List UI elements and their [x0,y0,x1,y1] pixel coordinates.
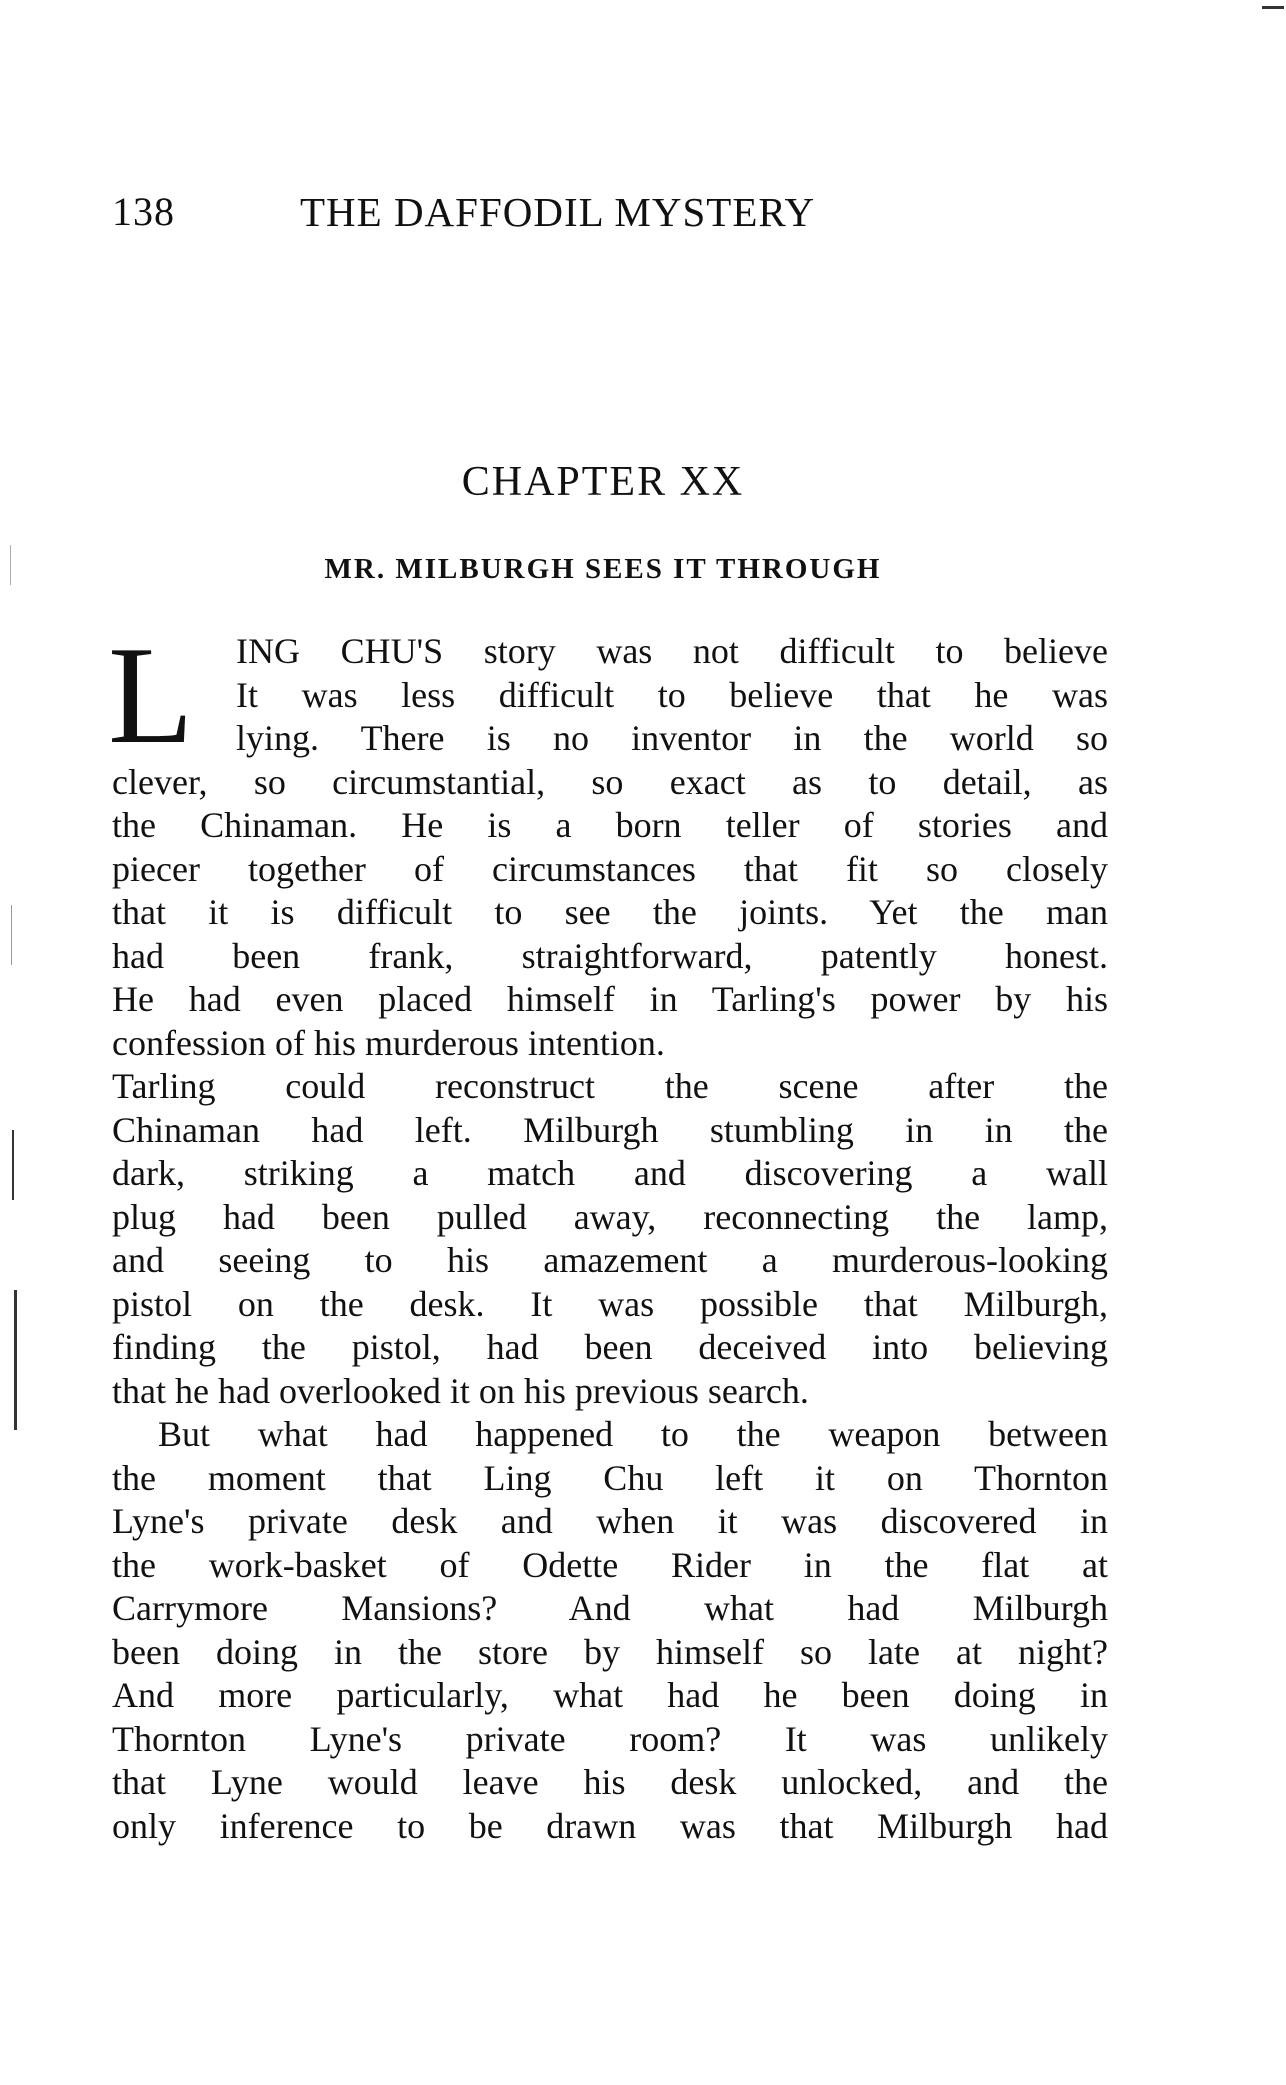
text-line: Carrymore Mansions? And what had Milburgh [112,1588,1108,1628]
text-line: Thornton Lyne's private room? It was unlikely [112,1718,1108,1759]
running-title: THE DAFFODIL MYSTERY [300,189,816,235]
text-line: the Chinaman. He is a born teller of stories and [112,805,1108,845]
text-line: Lyne's private desk and when it was discovered in [112,1501,1108,1541]
text-line: Tarling could reconstruct the scene after the [112,1066,1108,1106]
body-text [108,618,1108,1848]
text-line: been doing in the store by himself so late at night? [112,1631,1108,1672]
text-line: plug had been pulled away, reconnecting the lamp, [112,1196,1108,1237]
text-line: clever, so circumstantial, so exact as to detail, as [112,761,1108,802]
text-line: only inference to be drawn was that Milburgh had [112,1805,1108,1846]
text-line: pistol on the desk. It was possible that Milburgh, [112,1283,1108,1324]
text-line: confession of his murderous intention. [112,1022,665,1063]
text-line: lying. There is no inventor in the world so [236,718,1108,758]
text-line: And more particularly, what had he been doing in [112,1675,1108,1715]
text-line: the work-basket of Odette Rider in the flat at [112,1544,1108,1585]
scan-mark [12,1130,14,1200]
text-line: finding the pistol, had been deceived into believing [112,1327,1108,1367]
running-head [112,188,1112,248]
drop-cap: L [108,618,194,773]
text-line: Chinaman had left. Milburgh stumbling in in the [112,1109,1108,1150]
chapter-title: CHAPTER XX [461,459,745,505]
page-number: 138 [112,189,175,234]
text-line: He had even placed himself in Tarling's power by his [112,979,1108,1019]
text-line: It was less difficult to believe that he was [236,674,1108,715]
text-line: But what had happened to the weapon between [158,1414,1108,1454]
text-line: piecer together of circumstances that fit so closely [112,848,1108,889]
text-line: that Lyne would leave his desk unlocked, and the [112,1762,1108,1802]
text-line: dark, striking a match and discovering a wall [112,1153,1108,1193]
scan-mark [10,545,11,585]
chapter-subtitle: MR. MILBURGH SEES IT THROUGH [324,553,882,585]
text-line: ING CHU'S story was not difficult to believe [236,631,1108,671]
scan-mark [11,905,12,965]
scan-mark [14,1290,17,1430]
scan-mark [1262,6,1284,9]
text-line: the moment that Ling Chu left it on Thornton [112,1457,1108,1498]
text-line: that it is difficult to see the joints. Yet the man [112,892,1108,932]
text-line: and seeing to his amazement a murderous-looking [112,1240,1108,1280]
text-line: had been frank, straightforward, patently honest. [112,935,1108,976]
text-line: that he had overlooked it on his previous search. [112,1370,809,1411]
